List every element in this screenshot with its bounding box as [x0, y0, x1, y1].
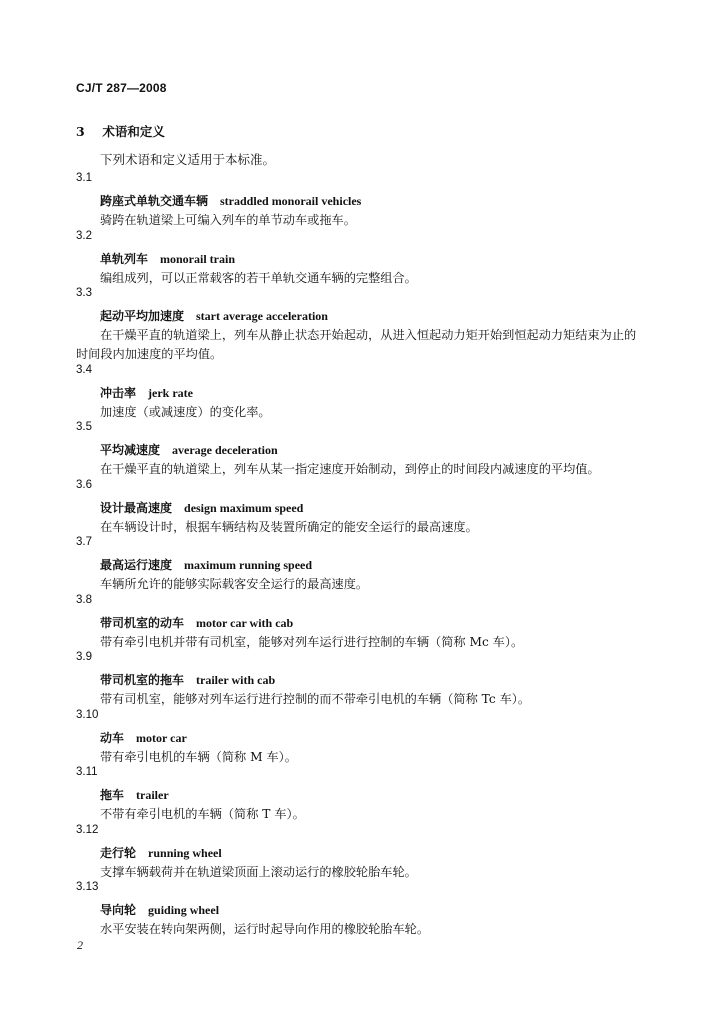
term-list — [0, 172, 720, 939]
term-number: 3.9 — [76, 651, 92, 663]
term-title-zh: 拖车 — [100, 788, 125, 802]
term-number: 3.3 — [76, 287, 92, 299]
term-title-zh: 导向轮 — [100, 903, 137, 917]
term-title — [100, 844, 222, 861]
term-title-en: trailer with cab — [196, 673, 276, 687]
term-title-en: motor car — [136, 730, 187, 745]
term-title-en: maximum running speed — [184, 558, 313, 572]
term-title-en: jerk rate — [148, 385, 193, 400]
term-title-en: design maximum speed — [184, 500, 304, 515]
section-heading — [76, 122, 165, 140]
term-entry — [0, 766, 720, 824]
term-title-en: motor car with cab — [196, 615, 294, 630]
term-definition: 水平安装在转向架两侧，运行时起导向作用的橡胶轮胎车轮。 — [100, 922, 430, 936]
term-title-zh: 起动平均加速度 — [100, 309, 185, 323]
term-entry — [0, 709, 720, 767]
term-title — [100, 384, 193, 401]
page-number: 2 — [77, 938, 83, 952]
term-entry — [0, 172, 720, 230]
term-number: 3.10 — [76, 708, 99, 721]
term-title-en: average deceleration — [172, 443, 278, 457]
term-title — [100, 901, 219, 918]
term-title — [100, 786, 169, 803]
term-title-zh: 最高运行速度 — [100, 558, 173, 572]
term-number: 3.7 — [76, 536, 92, 548]
term-number: 3.8 — [76, 593, 92, 606]
term-entry — [0, 230, 720, 288]
term-title-zh: 冲击率 — [100, 385, 137, 400]
term-title-zh: 设计最高速度 — [100, 500, 173, 515]
term-number: 3.4 — [76, 363, 92, 376]
term-definition: 编组成列，可以正常载客的若干单轨交通车辆的完整组合。 — [100, 270, 417, 285]
term-number: 3.13 — [76, 881, 99, 893]
term-definition: 不带有牵引电机的车辆（简称 T 车）。 — [100, 807, 305, 821]
term-title-zh: 走行轮 — [100, 845, 137, 860]
term-title — [100, 192, 361, 209]
term-title-zh: 带司机室的动车 — [100, 615, 185, 630]
term-title — [100, 614, 293, 631]
term-entry — [0, 651, 720, 709]
term-number: 3.1 — [76, 172, 92, 184]
term-title-zh: 跨座式单轨交通车辆 — [100, 194, 209, 208]
section-intro: 下列术语和定义适用于本标准。 — [100, 152, 276, 167]
term-definition: 带有司机室，能够对列车运行进行控制的而不带牵引电机的车辆（简称 Tc 车）。 — [100, 692, 531, 706]
term-title-en: trailer — [136, 788, 169, 802]
term-title — [100, 250, 235, 267]
section-number: 3 — [76, 124, 85, 139]
term-entry — [0, 881, 720, 939]
term-number: 3.11 — [76, 766, 98, 778]
term-definition: 车辆所允许的能够实际载客安全运行的最高速度。 — [100, 577, 369, 591]
term-entry — [0, 421, 720, 479]
term-title — [100, 441, 278, 458]
term-definition: 在干燥平直的轨道梁上，列车从某一指定速度开始制动，到停止的时间段内减速度的平均值。 — [100, 462, 600, 476]
term-definition: 带有牵引电机并带有司机室，能够对列车运行进行控制的车辆（简称 Mc 车）。 — [100, 634, 524, 649]
term-definition: 在干燥平直的轨道梁上，列车从静止状态开始起动，从进入恒起动力矩开始到恒起动力矩结束为止的时间段内加速度的平均值。 — [76, 328, 637, 361]
term-title — [100, 307, 328, 324]
term-number: 3.12 — [76, 823, 99, 836]
term-entry — [0, 287, 720, 364]
term-title — [100, 556, 312, 573]
section-title: 术语和定义 — [102, 124, 165, 139]
standard-code: CJ/T 287—2008 — [76, 81, 167, 95]
term-number: 3.2 — [76, 229, 92, 242]
term-title-en: running wheel — [148, 845, 222, 860]
term-title-en: start average acceleration — [196, 309, 328, 323]
term-entry — [0, 536, 720, 594]
term-title — [100, 499, 303, 516]
term-definition: 骑跨在轨道梁上可编入列车的单节动车或拖车。 — [100, 213, 356, 227]
term-title-zh: 平均减速度 — [100, 443, 161, 457]
term-definition: 加速度（或减速度）的变化率。 — [100, 404, 271, 419]
term-title — [100, 671, 275, 688]
term-title-zh: 单轨列车 — [100, 251, 149, 266]
term-entry — [0, 364, 720, 422]
term-entry — [0, 479, 720, 537]
term-definition: 支撑车辆载荷并在轨道梁顶面上滚动运行的橡胶轮胎车轮。 — [100, 864, 417, 879]
term-title-en: straddled monorail vehicles — [220, 194, 362, 208]
term-definition: 在车辆设计时，根据车辆结构及装置所确定的能安全运行的最高速度。 — [100, 519, 478, 534]
term-title-en: monorail train — [160, 251, 236, 266]
term-title-zh: 带司机室的拖车 — [100, 673, 185, 687]
term-title — [100, 729, 187, 746]
term-title-zh: 动车 — [100, 730, 125, 745]
term-entry — [0, 594, 720, 652]
term-definition: 带有牵引电机的车辆（简称 M 车）。 — [100, 749, 297, 764]
term-title-en: guiding wheel — [148, 903, 220, 917]
term-number: 3.5 — [76, 421, 92, 433]
term-number: 3.6 — [76, 478, 92, 491]
term-entry — [0, 824, 720, 882]
